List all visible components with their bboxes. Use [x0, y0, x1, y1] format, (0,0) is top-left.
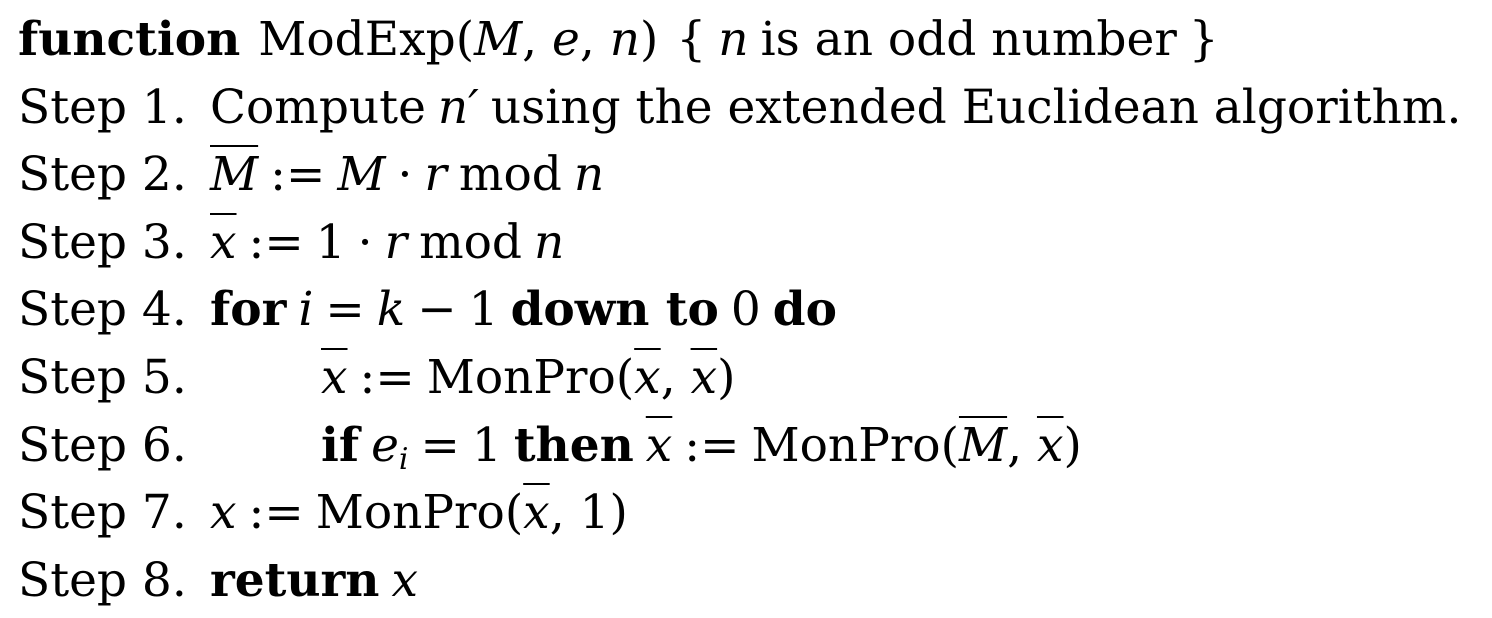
one-literal: 1	[468, 282, 499, 338]
mod-op: mod	[458, 147, 562, 203]
k-var: k	[376, 282, 406, 338]
xbar-var: $\overline{x}$	[645, 417, 673, 473]
step-label: Step 5.	[18, 349, 187, 405]
zero-literal: 0	[730, 282, 761, 338]
dot-op: ·	[397, 147, 413, 203]
comment-text: is an odd number	[760, 12, 1177, 67]
step-label: Step 7.	[18, 485, 187, 541]
arg-2: $\overline{x}$	[1036, 417, 1064, 473]
assign-op: :=	[684, 417, 740, 473]
assign-op: :=	[248, 485, 304, 541]
step-3	[18, 209, 1488, 277]
eq-op: =	[325, 282, 365, 338]
arg-2: 1	[579, 485, 610, 541]
step-5: Step 5. $\overline{x}$ := $MonPro(\overline{x}$, $\overline{x}$)	[18, 344, 1488, 412]
step-label: Step 8.	[18, 552, 187, 608]
i-subscript: i	[398, 441, 409, 477]
function-header: function ModExp(M, e, n) { n is an odd number }	[18, 12, 1219, 67]
step-label: Step 4.	[18, 282, 187, 338]
func-name: MonPro	[751, 417, 941, 473]
step-8	[18, 547, 1488, 615]
step-label: Step 2.	[18, 147, 187, 203]
param-n: n	[609, 12, 641, 67]
arg-1: $\overline{x}$	[634, 349, 661, 405]
assign-op: :=	[270, 147, 326, 203]
r-var: r	[424, 147, 447, 203]
do-keyword: do	[772, 282, 837, 338]
comment-var: n	[718, 12, 749, 67]
step-4	[18, 276, 1488, 344]
step-6: Step 6. if $e_i = 1$ then $\overline{x}$ := $MonPro(\overline{M}$, $\overline{x}$)	[18, 412, 1488, 480]
then-keyword: then	[513, 417, 634, 473]
step-text: Compute	[210, 79, 426, 135]
function-keyword: function	[18, 12, 241, 67]
minus-op: −	[417, 282, 457, 338]
n-var: n	[534, 214, 565, 270]
func-name: MonPro	[426, 349, 616, 405]
step-label: Step 1.	[18, 79, 187, 135]
param-m: M	[474, 12, 523, 67]
r-var: r	[384, 214, 408, 270]
param-e: e	[552, 12, 580, 67]
step-rest: using the extended Euclidean algorithm.	[490, 79, 1462, 135]
comment-open: {	[676, 12, 707, 67]
assign-op: :=	[248, 214, 304, 270]
eq-op: =	[420, 417, 460, 473]
step-label: Step 3.	[18, 214, 187, 270]
m-var: M	[337, 147, 386, 203]
algorithm-listing	[18, 6, 1488, 614]
func-name: MonPro	[315, 485, 505, 541]
step-7: Step 7. x := $MonPro(\overline{x}$, 1)	[18, 479, 1488, 547]
one-literal: 1	[471, 417, 502, 473]
step-2	[18, 141, 1488, 209]
i-var: i	[298, 282, 314, 338]
n-var: n	[573, 147, 605, 203]
arg-2: $\overline{x}$	[690, 349, 718, 405]
arg-1: $\overline{x}$	[523, 485, 550, 541]
if-keyword: if	[321, 417, 360, 473]
assign-op: :=	[359, 349, 415, 405]
for-keyword: for	[210, 282, 287, 338]
dot-op: ·	[357, 214, 373, 270]
xbar-var: $\overline{x}$	[210, 214, 237, 270]
mod-op: mod	[419, 214, 523, 270]
xbar-var: $\overline{x}$	[321, 349, 348, 405]
comment-close: }	[1188, 12, 1219, 67]
step-label: Step 6.	[18, 417, 187, 473]
downto-keyword: down to	[510, 282, 719, 338]
step-var: n′	[437, 79, 479, 135]
x-var: x	[210, 485, 237, 541]
arg-1: $\overline{M}$	[958, 417, 1008, 473]
step-1	[18, 74, 1488, 142]
one-literal: 1	[315, 214, 346, 270]
e-var: e	[371, 417, 399, 473]
function-name: ModExp	[258, 12, 456, 67]
x-var: x	[391, 552, 418, 608]
return-keyword: return	[210, 552, 380, 608]
mbar-var: $\overline{M}$	[210, 147, 259, 203]
